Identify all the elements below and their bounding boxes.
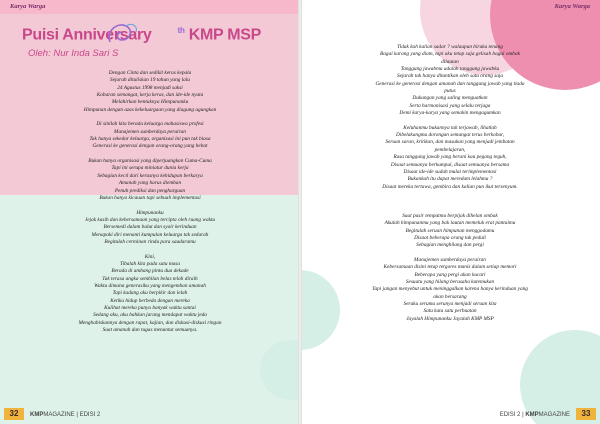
section-label: Karya Warga bbox=[10, 3, 46, 10]
poem-line: Disaat ide-ide sudah mulai terimplementasi bbox=[403, 168, 497, 175]
poem-line: Di sinilah kita berada keluarga mahasiswa profesi bbox=[96, 121, 204, 128]
magazine-name: MAGAZINE bbox=[43, 412, 75, 418]
poem-line: Bagai karang yang diam, tapi aku tetap saja gelisah bagai ombak bbox=[380, 51, 520, 58]
right-page bbox=[300, 0, 600, 424]
poem-line: Begitulah seruan himpunan menggodamu bbox=[405, 227, 495, 234]
page-number: 33 bbox=[576, 408, 596, 420]
poem-left bbox=[20, 70, 280, 334]
edition-label: EDISI 2 bbox=[499, 412, 521, 418]
poem-line: dilautan bbox=[441, 58, 459, 65]
poem-line: Generasi ke generasi dengan orang-orang yang hebat bbox=[92, 143, 208, 150]
poem-line: Begitulah cerminan rindu para saudaramu bbox=[104, 238, 196, 245]
edition-label: EDISI 2 bbox=[79, 412, 101, 418]
title-part1: Puisi Anniversary bbox=[22, 26, 152, 44]
magazine-footer: EDISI 2 | KMPMAGAZINE bbox=[499, 412, 570, 418]
poem-line: Sebagian menghilang dan pergi bbox=[416, 242, 484, 249]
poem-line: Seruku serumu serunya menjadi seruan kita bbox=[403, 301, 497, 308]
poem-line: Penuh prediksi dan penghargaan bbox=[114, 187, 186, 194]
poem-line: Kini, bbox=[144, 253, 156, 260]
anniversary-swirl-icon bbox=[104, 20, 140, 46]
stanza bbox=[20, 158, 280, 202]
poem-line: Kebersamaan disini tetap tergores manis dalam setiap memori bbox=[383, 264, 517, 271]
poem-line: Sejarah dituliskan 19 tahun yang lalu bbox=[110, 77, 190, 84]
poem-line: Tanggung jawabmu adalah tanggung jawabku bbox=[400, 66, 500, 73]
poem-line: Menghabiskannya dengan rapat, kajian, dan diskusi-diskusi ringan bbox=[78, 319, 222, 326]
poem-line: Waktu dimana generasiku yang mengemban amanah bbox=[94, 282, 206, 289]
stanza bbox=[20, 121, 280, 150]
poem-line: Himpunan dengan azas kekeluargaan yang diagung agungkan bbox=[83, 106, 217, 113]
poem-line: Satu kata satu perbuatan bbox=[423, 308, 477, 315]
poem-line: Demi karya-karya yang semakin mengagumkan bbox=[399, 110, 501, 117]
poem-line: Dibelakangmu dorongan semangat terus berkobar, bbox=[396, 132, 504, 139]
magazine-name: MAGAZINE bbox=[538, 412, 570, 418]
poem-line: Beberapa yang pergi akan kucari bbox=[414, 271, 486, 278]
poem-line: Jejak kasih dan kebersamaan yang tercipta oleh ruang waktu bbox=[84, 216, 216, 223]
poem-line: Melahirkan bentuknya Himpunanku bbox=[111, 99, 189, 106]
page-number: 32 bbox=[4, 408, 24, 420]
stanza bbox=[20, 254, 280, 335]
stanza bbox=[320, 257, 580, 323]
poem-line: Rasa tanggung jawab yang berani kau pegang teguh, bbox=[393, 154, 507, 161]
poem-line: Manajemen sumberdaya perairan bbox=[414, 256, 486, 263]
poem-line: Amanah yang harus diemban bbox=[118, 180, 182, 187]
poem-line: Saat pasir tempatmu berpijak dihelan ombak bbox=[402, 212, 498, 219]
poem-line: Sejarah tak hanya dituntikan oleh satu orang saja bbox=[396, 73, 504, 80]
poem-line: Tak terasa angka sembilan belas telah diraih bbox=[102, 275, 198, 282]
poem-line: Berada di ambang pintu dua dekade bbox=[111, 268, 189, 275]
poem-line: Keluhanmu bukannya tak terjawab, lihatlah bbox=[403, 124, 497, 131]
poem-line: pembelajaran, bbox=[434, 146, 466, 153]
article-title bbox=[22, 26, 261, 44]
poem-line: Manajemen sumberdaya perairan bbox=[114, 128, 186, 135]
author-byline: Oleh: Nur Inda Sari S bbox=[28, 48, 119, 59]
poem-line: Sedang aku, aku bahkan jarang mendapat waktu jeda bbox=[93, 312, 207, 319]
poem-line: Disaat mereka tertawa, gembira dan kalian pun ikut tersenyum. bbox=[382, 183, 518, 190]
stanza bbox=[320, 125, 580, 191]
poem-line: Tapi ini serupa miniatur dunia kerja bbox=[111, 165, 189, 172]
poem-line: Menapaki diri menanti kumpulan keluarga tak sedarah bbox=[91, 231, 209, 238]
page-gutter bbox=[298, 0, 302, 424]
stanza bbox=[320, 44, 580, 117]
poem-line: Disaat semuanya berkumpul, disaat semuanya bersama bbox=[390, 161, 510, 168]
poem-line: Bukan hanya kicauan tapi sebuah implementasi bbox=[99, 194, 201, 201]
poem-line: Bukankah itu dapat meredam lelahmu ? bbox=[407, 176, 493, 183]
poem-line: Bersemedi dalam balut dan syair kerinduan bbox=[103, 224, 197, 231]
poem-line: Ketika hidup berbeda dengan mereka bbox=[110, 297, 190, 304]
poem-line: Sesuatu yang hilang berusaha kutemukan bbox=[405, 279, 495, 285]
poem-line: Tak hanya sekedar keluarga, organisasi ini pun tak biasa bbox=[89, 136, 211, 143]
poem-line: Himpunanku bbox=[136, 209, 164, 216]
title-ordinal: th bbox=[177, 26, 185, 35]
poem-line: Bukan hanya organisasi yang diperjuangkan Cuma-Cuma bbox=[88, 158, 212, 165]
magazine-footer: KMPMAGAZINE | EDISI 2 bbox=[30, 412, 101, 418]
stanza bbox=[320, 213, 580, 250]
poem-line: Tibalah kita pada satu masa bbox=[119, 260, 181, 267]
poem-line: Dengan Cinta dan sedikit keras kepala bbox=[108, 70, 192, 76]
poem-line: Tidak kah kalian sadar ? walaupun biruku tenang bbox=[397, 44, 503, 50]
title-part2: KMP MSP bbox=[188, 26, 262, 44]
stanza bbox=[20, 70, 280, 114]
poem-line: Saat amanah dan tugas menuntut semuanya. bbox=[102, 327, 198, 334]
poem-line: Sebagian kecil dari kerasnya kehidupan berkarya bbox=[97, 172, 203, 179]
poem-line: Tapi jangan menyebut untuk meninggalkan karena hanya kerinduan yang bbox=[372, 286, 528, 293]
poem-line: Generasi ke generasi dengan amanah dan tanggung jawab yang tiada bbox=[375, 80, 525, 87]
poem-right bbox=[320, 44, 580, 323]
poem-line: Kobaran semangat, kerja keras, dan ide-ide nyata bbox=[96, 92, 204, 99]
poem-line: Kulihat mereka punya banyak waktu santai bbox=[104, 305, 196, 311]
poem-line: Akulah himpunanmu yang bak lautan memeluk erat pantaimu bbox=[384, 220, 516, 227]
poem-line: Disaat beberapa orang tak peduli bbox=[414, 234, 486, 241]
poem-line: Dukungan yang saling menguatkan bbox=[412, 95, 488, 102]
poem-line: akan bersarang bbox=[433, 293, 467, 300]
poem-line: Seruan saran, kritikan, dan masukan yang menjadi jembatan bbox=[385, 139, 515, 146]
section-label: Karya Warga bbox=[554, 3, 590, 10]
poem-line: Jayalah Himpunanku Jayalah KMP MSP bbox=[406, 315, 494, 322]
stanza bbox=[20, 210, 280, 247]
poem-line: Tapi kadang aku berpikir dan lelah bbox=[112, 290, 188, 297]
poem-line: putus bbox=[444, 88, 456, 95]
poem-line: 24 Agustus 1998 menjadi saksi bbox=[117, 84, 183, 91]
poem-line: Serta harmonisasi yang selalu terjaga bbox=[409, 102, 491, 109]
